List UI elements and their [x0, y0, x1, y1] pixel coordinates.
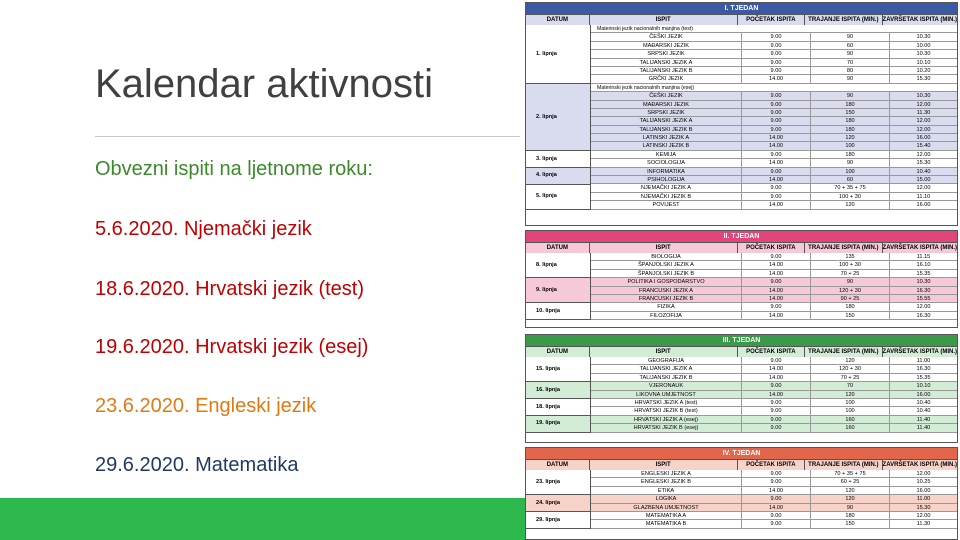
column-header: DATUM — [526, 347, 590, 357]
table-cell: ŠPANJOLSKI JEZIK A — [591, 261, 742, 268]
table-cell: 90 — [811, 75, 890, 82]
table-cell: 9.00 — [742, 92, 811, 99]
table-cell: 14.00 — [742, 374, 811, 381]
column-header: ZAVRŠETAK ISPITA (MIN.) — [882, 17, 957, 23]
table-cell: 100 — [811, 399, 890, 406]
date-cell: 8. lipnja — [526, 253, 590, 278]
table-cell: 120 — [811, 487, 890, 494]
table-cell: 150 — [811, 520, 890, 527]
table-cell: 9.00 — [742, 520, 811, 527]
table-row — [591, 470, 957, 478]
date-cell: 4. lipnja — [526, 168, 590, 185]
table-cell: 100 — [811, 407, 890, 414]
table-cell: 160 — [811, 416, 890, 423]
table-cell: 15.00 — [916, 177, 931, 184]
table-row — [591, 407, 957, 415]
table-header — [526, 242, 957, 253]
table-cell: 9.00 — [742, 399, 811, 406]
week-table — [525, 334, 958, 443]
table-cell: 16.30 — [916, 366, 931, 373]
table-cell: 70 + 35 + 75 — [811, 184, 890, 191]
table-cell: 16.10 — [916, 262, 931, 269]
week-table — [525, 230, 958, 328]
table-row — [591, 201, 957, 209]
week-table — [525, 447, 958, 540]
table-cell: 60 — [811, 176, 890, 183]
table-row — [591, 50, 957, 58]
table-cell: LATINSKI JEZIK B — [591, 142, 742, 149]
table-cell: 150 — [811, 109, 890, 116]
table-header — [526, 14, 957, 25]
table-cell: 9.00 — [742, 512, 811, 519]
table-cell: TALIJANSKI JEZIK A — [591, 365, 742, 372]
date-cell: 23. lipnja — [526, 470, 590, 495]
table-cell: ČEŠKI JEZIK — [591, 33, 742, 40]
table-cell: 11.30 — [916, 109, 931, 116]
column-header: ISPIT — [590, 460, 738, 470]
table-cell: 9.00 — [742, 168, 811, 175]
table-cell: 70 + 35 + 75 — [811, 470, 890, 477]
table-row — [591, 159, 957, 167]
column-header: ZAVRŠETAK ISPITA (MIN.) — [882, 245, 957, 251]
table-cell: 10.40 — [916, 399, 931, 406]
table-cell: 15.55 — [916, 295, 931, 302]
table-cell: 80 — [811, 67, 890, 74]
table-cell: TALIJANSKI JEZIK B — [591, 126, 742, 133]
date-cell: 18. lipnja — [526, 399, 590, 416]
table-row — [591, 261, 957, 269]
table-cell: 180 — [811, 126, 890, 133]
table-cell: 9.00 — [742, 193, 811, 200]
table-cell: VJERONAUK — [591, 382, 742, 389]
table-cell: 10.30 — [916, 51, 931, 58]
table-cell: POLITIKA I GOSPODARSTVO — [591, 278, 742, 285]
table-cell: HRVATSKI JEZIK B (esej) — [591, 424, 742, 431]
table-cell: 135 — [811, 253, 890, 260]
column-header: POČETAK ISPITA — [738, 15, 806, 25]
table-cell: 9.00 — [742, 67, 811, 74]
table-cell: FILOZOFIJA — [591, 312, 742, 319]
table-cell: 70 — [811, 382, 890, 389]
table-cell: 180 — [811, 512, 890, 519]
date-cell: 15. lipnja — [526, 357, 590, 382]
date-cell: 9. lipnja — [526, 278, 590, 303]
table-row — [591, 59, 957, 67]
table-cell: KEMIJA — [591, 151, 742, 158]
table-cell: MATEMATIKA B — [591, 520, 742, 527]
column-header: POČETAK ISPITA — [738, 460, 806, 470]
table-cell: 10.10 — [916, 383, 931, 390]
table-cell: 9.00 — [742, 382, 811, 389]
table-cell: ENGLESKI JEZIK A — [591, 470, 742, 477]
date-cell: 1. lipnja — [526, 25, 590, 84]
table-cell: 90 — [811, 33, 890, 40]
table-cell: 90 + 25 — [811, 295, 890, 302]
table-cell: 9.00 — [742, 117, 811, 124]
table-cell: 12.00 — [916, 512, 931, 519]
table-cell: 9.00 — [742, 50, 811, 57]
table-cell: 14.00 — [742, 142, 811, 149]
table-cell: 14.00 — [742, 134, 811, 141]
table-row — [591, 117, 957, 125]
table-cell: FRANCUSKI JEZIK B — [591, 295, 742, 302]
table-cell: 14.00 — [742, 504, 811, 511]
table-cell: 160 — [811, 424, 890, 431]
exam-date-item: 19.6.2020. Hrvatski jezik (esej) — [95, 336, 369, 358]
table-row — [591, 42, 957, 50]
table-cell: 120 — [811, 357, 890, 364]
table-cell: 120 — [811, 391, 890, 398]
table-cell: 14.00 — [742, 201, 811, 208]
table-cell: HRVATSKI JEZIK A (test) — [591, 399, 742, 406]
subtitle: Obvezni ispiti na ljetnome roku: — [95, 158, 373, 180]
table-row — [591, 295, 957, 303]
table-cell: 14.00 — [742, 295, 811, 302]
table-cell: 10.40 — [916, 408, 931, 415]
table-cell: 120 — [811, 201, 890, 208]
table-row — [591, 512, 957, 520]
table-cell: 11.30 — [916, 521, 931, 528]
table-cell: FRANCUSKI JEZIK A — [591, 287, 742, 294]
table-cell: 16.30 — [916, 287, 931, 294]
table-cell: 14.00 — [742, 270, 811, 277]
table-cell: MATEMATIKA A — [591, 512, 742, 519]
table-row — [591, 365, 957, 373]
table-cell: 10.40 — [916, 168, 931, 175]
column-header: TRAJANJE ISPITA (MIN.) — [805, 15, 882, 25]
week-title: II. TJEDAN — [526, 231, 957, 242]
table-cell: HRVATSKI JEZIK A (esej) — [591, 416, 742, 423]
table-row — [591, 303, 957, 311]
table-cell: 120 + 30 — [811, 287, 890, 294]
week-title: I. TJEDAN — [526, 3, 957, 14]
table-cell: 180 — [811, 117, 890, 124]
table-cell: 14.00 — [742, 261, 811, 268]
table-cell: 12.00 — [916, 101, 931, 108]
date-cell: 29. lipnja — [526, 512, 590, 529]
table-cell: 16.00 — [916, 391, 931, 398]
table-cell: TALIJANSKI JEZIK A — [591, 117, 742, 124]
table-cell: 9.00 — [742, 478, 811, 485]
title-divider — [95, 136, 520, 137]
table-cell: ENGLESKI JEZIK B — [591, 478, 742, 485]
table-cell: 9.00 — [742, 253, 811, 260]
week-table — [525, 2, 958, 226]
table-row — [591, 357, 957, 365]
table-cell: ETIKA — [591, 487, 742, 494]
table-row — [591, 101, 957, 109]
table-row — [591, 382, 957, 390]
table-cell: 14.00 — [742, 391, 811, 398]
table-cell: 9.00 — [742, 495, 811, 502]
table-cell: 14.00 — [742, 487, 811, 494]
table-cell: MAĐARSKI JEZIK — [591, 101, 742, 108]
table-cell: 10.30 — [916, 279, 931, 286]
table-cell: 12.00 — [916, 304, 931, 311]
exam-date-item: 23.6.2020. Engleski jezik — [95, 395, 317, 417]
table-cell: TALIJANSKI JEZIK B — [591, 67, 742, 74]
table-row — [591, 424, 957, 432]
table-cell: 180 — [811, 151, 890, 158]
table-cell: 12.00 — [916, 185, 931, 192]
table-row — [591, 374, 957, 382]
table-cell: ŠPANJOLSKI JEZIK B — [591, 270, 742, 277]
table-row — [591, 75, 957, 83]
exam-date-item: 29.6.2020. Matematika — [95, 454, 299, 476]
table-cell: LATINSKI JEZIK A — [591, 134, 742, 141]
table-cell: 14.00 — [742, 365, 811, 372]
table-cell: 9.00 — [742, 424, 811, 431]
table-cell: 9.00 — [742, 303, 811, 310]
table-cell: 15.40 — [916, 143, 931, 150]
table-cell: 9.00 — [742, 59, 811, 66]
table-cell: BIOLOGIJA — [591, 253, 742, 260]
table-row — [591, 253, 957, 261]
table-cell: 9.00 — [742, 278, 811, 285]
week-title: III. TJEDAN — [526, 335, 957, 346]
table-cell: INFORMATIKA — [591, 168, 742, 175]
table-cell: FIZIKA — [591, 303, 742, 310]
table-cell: 16.00 — [916, 135, 931, 142]
column-header: ZAVRŠETAK ISPITA (MIN.) — [882, 462, 957, 468]
table-cell: 15.30 — [916, 160, 931, 167]
table-cell: 12.00 — [916, 151, 931, 158]
table-cell: 9.00 — [742, 407, 811, 414]
table-row — [591, 312, 957, 320]
table-row — [591, 520, 957, 528]
table-row — [591, 126, 957, 134]
table-header — [526, 459, 957, 470]
week-title: IV. TJEDAN — [526, 448, 957, 459]
date-cell: 19. lipnja — [526, 416, 590, 433]
table-cell: 14.00 — [742, 159, 811, 166]
table-row — [591, 495, 957, 503]
table-row — [591, 134, 957, 142]
column-header: TRAJANJE ISPITA (MIN.) — [805, 243, 882, 253]
table-cell: HRVATSKI JEZIK B (test) — [591, 407, 742, 414]
table-cell: 70 + 25 — [811, 374, 890, 381]
table-cell: MAĐARSKI JEZIK — [591, 42, 742, 49]
table-cell: 60 — [811, 42, 890, 49]
column-header: DATUM — [526, 243, 590, 253]
section-label: Materinski jezik nacionalnih manjina (esej) — [591, 84, 957, 92]
date-cell: 24. lipnja — [526, 495, 590, 512]
table-cell: 11.00 — [916, 496, 931, 503]
section-label: Materinski jezik nacionalnih manjina (test) — [591, 25, 957, 33]
table-cell: 10.30 — [916, 93, 931, 100]
table-row — [591, 504, 957, 512]
table-row — [591, 399, 957, 407]
table-cell: 100 + 30 — [811, 193, 890, 200]
table-cell: 11.10 — [916, 193, 931, 200]
table-row — [591, 109, 957, 117]
table-cell: 10.25 — [916, 479, 931, 486]
table-cell: 15.35 — [916, 270, 931, 277]
table-cell: 14.00 — [742, 312, 811, 319]
column-header: ISPIT — [590, 243, 738, 253]
table-cell: SOCIOLOGIJA — [591, 159, 742, 166]
table-cell: 10.20 — [916, 67, 931, 74]
green-decorative-bar — [0, 498, 530, 540]
table-cell: GLAZBENA UMJETNOST — [591, 504, 742, 511]
table-cell: 100 — [811, 142, 890, 149]
table-cell: 15.30 — [916, 504, 931, 511]
table-cell: 9.00 — [742, 42, 811, 49]
table-cell: 9.00 — [742, 33, 811, 40]
slide-title: Kalendar aktivnosti — [95, 62, 433, 106]
table-cell: 11.00 — [916, 358, 931, 364]
table-cell: TALIJANSKI JEZIK A — [591, 59, 742, 66]
table-cell: 70 — [811, 59, 890, 66]
table-cell: 120 — [811, 495, 890, 502]
table-row — [591, 416, 957, 424]
table-row — [591, 151, 957, 159]
table-cell: 9.00 — [742, 109, 811, 116]
table-row — [591, 92, 957, 100]
table-cell: SRPSKI JEZIK — [591, 109, 742, 116]
table-row — [591, 270, 957, 278]
table-row — [591, 67, 957, 75]
table-cell: 15.35 — [916, 374, 931, 381]
table-cell: 150 — [811, 312, 890, 319]
table-row — [591, 478, 957, 486]
table-cell: 9.00 — [742, 184, 811, 191]
table-row — [591, 193, 957, 201]
table-cell: GEOGRAFIJA — [591, 357, 742, 364]
table-row — [591, 142, 957, 150]
table-cell: GRČKI JEZIK — [591, 75, 742, 82]
table-row — [591, 168, 957, 176]
table-cell: 16.00 — [916, 487, 931, 494]
table-cell: 15.30 — [916, 76, 931, 83]
date-cell: 2. lipnja — [526, 84, 590, 151]
table-cell: 90 — [811, 504, 890, 511]
table-row — [591, 184, 957, 192]
column-header: ISPIT — [590, 15, 738, 25]
table-cell: 11.40 — [916, 425, 931, 432]
column-header: TRAJANJE ISPITA (MIN.) — [805, 460, 882, 470]
table-cell: LIKOVNA UMJETNOST — [591, 391, 742, 398]
column-header: ISPIT — [590, 347, 738, 357]
table-row — [591, 287, 957, 295]
table-row — [591, 176, 957, 184]
table-cell: 16.00 — [916, 202, 931, 209]
table-row — [591, 487, 957, 495]
table-cell: 9.00 — [742, 151, 811, 158]
table-cell: NJEMAČKI JEZIK A — [591, 184, 742, 191]
column-header: DATUM — [526, 15, 590, 25]
table-cell: 120 + 30 — [811, 365, 890, 372]
table-cell: 100 — [811, 168, 890, 175]
column-header: TRAJANJE ISPITA (MIN.) — [805, 347, 882, 357]
table-cell: 14.00 — [742, 176, 811, 183]
column-header: DATUM — [526, 460, 590, 470]
table-cell: 10.00 — [916, 42, 931, 49]
table-cell: 180 — [811, 101, 890, 108]
table-row — [591, 391, 957, 399]
table-cell: 9.00 — [742, 357, 811, 364]
table-cell: 12.00 — [916, 118, 931, 125]
date-cell: 5. lipnja — [526, 185, 590, 210]
table-cell: POVIJEST — [591, 201, 742, 208]
table-cell: 11.40 — [916, 416, 931, 423]
table-cell: 16.30 — [916, 312, 931, 319]
column-header: ZAVRŠETAK ISPITA (MIN.) — [882, 349, 957, 355]
table-cell: 9.00 — [742, 470, 811, 477]
table-cell: TALIJANSKI JEZIK B — [591, 374, 742, 381]
column-header: POČETAK ISPITA — [738, 243, 806, 253]
table-header — [526, 346, 957, 357]
table-cell: 10.10 — [916, 59, 931, 66]
exam-date-item: 5.6.2020. Njemački jezik — [95, 218, 312, 240]
table-cell: 12.00 — [916, 126, 931, 133]
table-row — [591, 33, 957, 41]
date-cell: 16. lipnja — [526, 382, 590, 399]
table-cell: 90 — [811, 50, 890, 57]
table-cell: NJEMAČKI JEZIK B — [591, 193, 742, 200]
table-cell: PSIHOLOGIJA — [591, 176, 742, 183]
date-cell: 10. lipnja — [526, 303, 590, 320]
table-cell: 9.00 — [742, 101, 811, 108]
table-cell: 11.15 — [916, 254, 931, 260]
table-cell: 120 — [811, 134, 890, 141]
table-cell: 100 + 30 — [811, 261, 890, 268]
table-cell: 70 + 25 — [811, 270, 890, 277]
table-cell: 90 — [811, 278, 890, 285]
table-cell: 90 — [811, 92, 890, 99]
table-cell: 14.00 — [742, 75, 811, 82]
exam-date-item: 18.6.2020. Hrvatski jezik (test) — [95, 278, 364, 300]
table-cell: 14.00 — [742, 287, 811, 294]
table-cell: LOGIKA — [591, 495, 742, 502]
table-cell: 9.00 — [742, 416, 811, 423]
table-cell: 9.00 — [742, 126, 811, 133]
table-row — [591, 278, 957, 286]
table-cell: ČEŠKI JEZIK — [591, 92, 742, 99]
table-cell: 180 — [811, 303, 890, 310]
table-cell: 12.00 — [916, 471, 931, 477]
table-cell: SRPSKI JEZIK — [591, 50, 742, 57]
column-header: POČETAK ISPITA — [738, 347, 806, 357]
table-cell: 90 — [811, 159, 890, 166]
table-cell: 10.30 — [916, 34, 931, 41]
date-cell: 3. lipnja — [526, 151, 590, 168]
table-cell: 60 + 25 — [811, 478, 890, 485]
